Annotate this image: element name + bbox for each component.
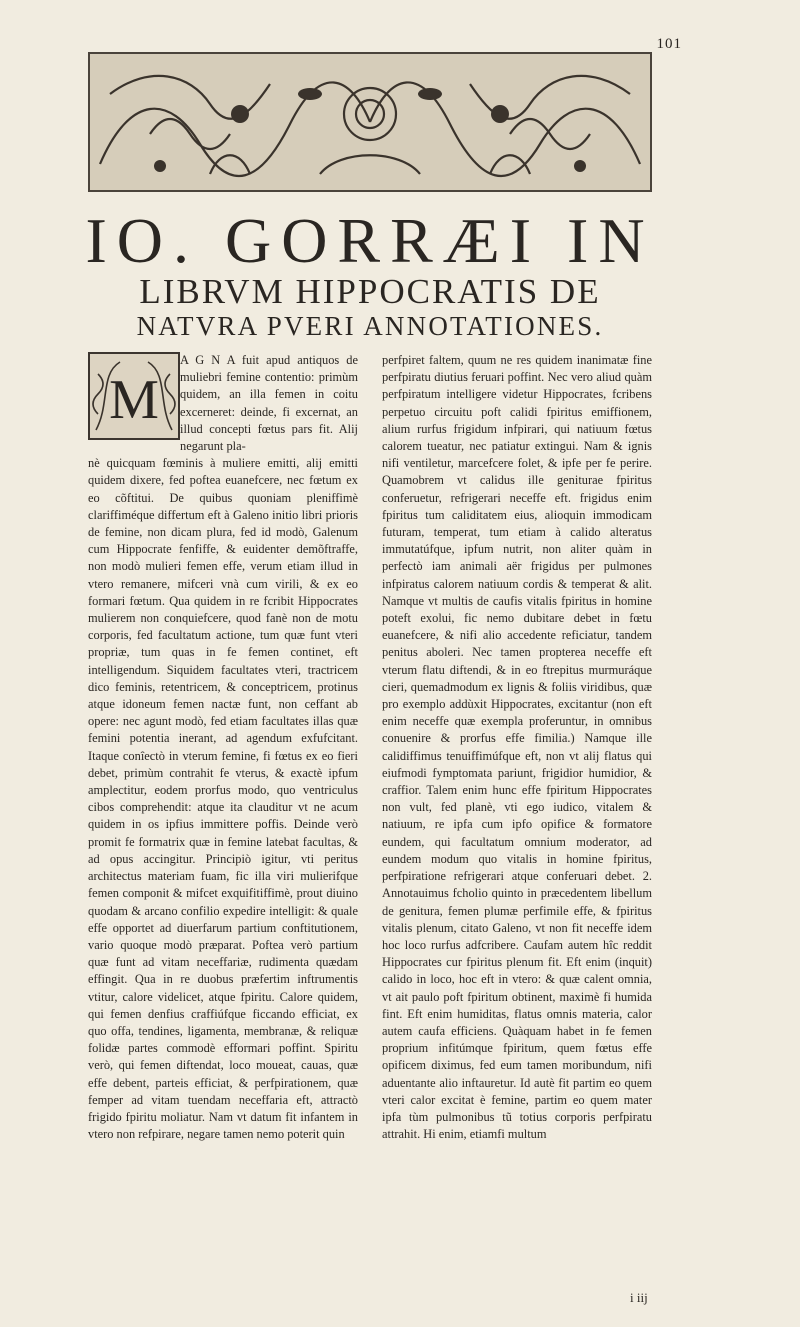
right-column-text: perfpiret faltem, quum ne res quidem inanimatæ fine perfpiratu diutius feruari poffint. Nec vero aliud quàm perfpiratum intelligere videtur Hippocrates, fcribens perpetuo circuitu poft calidi fpiritus emiffionem, alium rurfus frigidum infpirari, qui natiuum fœtus calorem tueatur, nec patiatur extingui. Nam & ignis nifi ventiletur, marcefcere folet, & ipfe per fe perire. Quamobrem vt calidus ille geniturae fpiritus conferuetur, refrigerari neceffe eft. frigidus enim fpiritus tum caliditatem eius, alioquin immodicam futuram, temperat, tum etiam à calido alteratus immutatúfque, ipfum nutrit, non aliter quàm in perfectò iam animali aër frigidus per pulmones infpiratus calorem natiuum cordis & temperat & alit. Namque vt multis de caufis vitalis fpiritus in homine poteft exolui, fic nemo dubitare debet in fœtu euanefcere, & nifi alio accedente reficiatur, tandem penitus aboleri. Nec tamen propterea neceffe eft vterum flatu diftendi, & in eo ftrepitus murmuráque cieri, quemadmodum ex lignis & foliis viridibus, quæ pro exemplo addùxit Hippocrates, excitantur (non eft enim neceffe quæ exempla proferuntur, in omnibus conuenire & prorfus effe fimilia.) Namque ille calidiffimus tenuiffimúfque eft, non vt alij flatus qui eiufmodi fymptomata pariunt, frigidior humidior, & craffior. Talem enim hunc effe fpiritum Hippocrates non vult, fed planè, vti ego iudico, vitalem & natiuum, re ipfa cum ipfo opifice & formatore eundem, qui facultatum omnium moderator, ad eundem modum quo vitalis in homine fpiritus, perfpiratione refrigerari atque conferuari debet. 2. Annotauimus fcholio quinto in præcedentem libellum de genitura, femen plumæ perfimile effe, & fpiritus vitalis plenum, citato Galeno, vt non fit neceffe idem hoc loco rurfus adfcribere. Caufam autem hîc reddit Hippocrates cur fpiritus plenum fit. Eft enim (inquit) calido in loco, hoc eft in vtero: & quæ calent omnia, vt ait paulo poft fpiritum obtinent, maximè fi humida fint. Eft enim humiditas, flatus omnis materia, calor autem caufa efficiens. Quàquam habet in fe femen proprium infitúmque fpiritum, quem fœtus effe opificem diximus, fed eum tamen moribundum, nifi aduentante alio inftauretur. Id autè fit partim eo quem vteri calor excitat è femine, partim eo quem mater ipfa tùm pulmonibus tũ totius corporis perfpiratu attrahit. Hi enim, etiamfi multum: [382, 353, 652, 1142]
title-line-2: LIBRVM HIPPOCRATIS DE: [139, 272, 601, 311]
right-column: [382, 352, 652, 1143]
left-column: [88, 352, 358, 1143]
left-column-text: nè quicquam fœminis à muliere emitti, alij emitti quidem dixere, fed poftea euanefcere, nec fœtum ex eo cõftitui. De quibus quoniam pleniffimè clariffiméque differtum eft à Galeno initio libri prioris de femine, non dicam plura, fed id modò, Galenum cum Hippocrate fenfiffe, & euidenter demõftraffe, non modò mulieri femen effe, verum etiam illud in vtero remanere, mifceri vnà cum virili, & ex eo formari fœtum. Qua quidem in re fcribit Hippocrates mulierem non conquiefcere, quod fanè non de motu corporis, fed facultatum actione, tum quæ funt vteri propriæ, tum quas in fe femen continet, eft intelligendum. Siquidem facultates vteri, tractricem dico feminis, retentricem, & conceptricem, protinus atque idoneum femen nactæ funt, non ceffant ab opere: nec agunt modò, fed etiam facultates illas quæ femini potentia inerant, ad agendum exfufcitant. Itaque conîectò in vterum femine, fi fœtus ex eo fieri debet, primùm contrahit fe vterus, & exactè ipfum amplectitur, eodem prorfus modo, quo ventriculus cibos comprehendit: atque ita clauditur vt ne acum quidem in os ipfius immittere poffis. Deinde verò promit fe formatrix quæ in femine latebat facultas, & ad opus accingitur. Principiò igitur, vti peritus architectus materiam fuam, fic illa viri mulierifque femen componit & mifcet exquifitiffimè, prout diuino quodam & arcano confilio expedire intelligit: & quale effe opportet ad diuerfarum partium conftitutionem, vario quoque modò præparat. Poftea verò partium quæ funt ad vitam neceffariæ, rudimenta quædam effingit. Qua in re duobus præfertim inftrumentis vtitur, calore videlicet, atque fpiritu. Calore quidem, qui femen denfius craffiúfque ficcando efficiat, ex quo offa, tendines, ligamenta, membranæ, & reliquæ folidæ partes commodè efformari poffint. Spiritu verò, qui femen diftendat, loco moueat, cauas, quæ effe debent, parteis efficiat, & perfpirationem, quæ femper ad vitam tuendam neceffaria eft, attractò frigido fpiritu moliatur. Nam vt datum fit infantem in vtero non refpirare, negare tamen nemo poterit quin: [88, 456, 358, 1142]
title-line-3: NATVRA PVERI ANNOTATIONES.: [136, 311, 604, 341]
left-column-lead: A G N A fuit apud antiquos de muliebri femine contentio: primùm quidem, an illa femen in coitu excerneret: deinde, fi excernat, an illud concepti fœtus pars fit. Alij negarunt pla-: [180, 353, 358, 454]
initial-letter: M: [109, 369, 159, 431]
title-line-1: IO. GORRÆI IN: [85, 205, 655, 276]
signature-mark: i iij: [630, 1290, 648, 1305]
ornamental-headpiece: [88, 52, 652, 192]
page-number: 101: [656, 36, 682, 52]
